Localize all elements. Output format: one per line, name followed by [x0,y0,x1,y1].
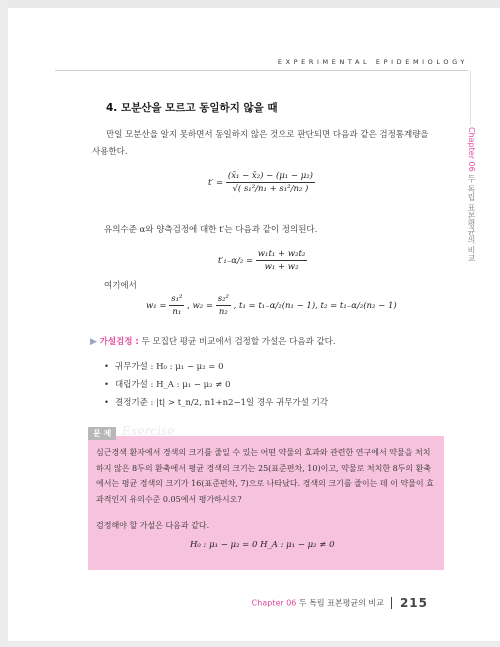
exercise-equation: H₀ : μ₁ − μ₂ = 0 H_A : μ₁ − μ₂ ≠ 0 [190,540,335,550]
equation-t-prime [208,170,315,195]
where-text: 여기에서 [104,281,137,291]
eq3-w1-num: s₁² [171,294,183,304]
eq3-w2-fraction [216,293,231,318]
hypothesis-label: 가설검정 : [99,337,139,347]
paragraph-intro: 만일 모분산을 알지 못하면서 동일하지 않은 것으로 판단되면 다음과 같은 검정통계량을 사용한다. [92,130,429,157]
eq3-w2-lhs: , w₂ = [187,301,214,311]
equation-weights [146,293,397,318]
eq3-rest: , t₁ = t₁₋α/₂(n₁ − 1), t₂ = t₁₋α/₂(n₂ − 1) [233,301,397,311]
eq2-denominator: w₁ + w₂ [264,262,299,272]
eq3-w2-num: s₂² [217,294,229,304]
eq3-w1-lhs: w₁ = [146,301,167,311]
eq1-fraction [226,170,315,195]
page-frame-top [0,0,500,8]
eq3-w2-den: n₂ [218,307,228,317]
paragraph-definition: 유의수준 α와 양측검정에 대한 t′는 다음과 같이 정의된다. [104,225,318,235]
eq1-numerator: (x̄₁ − x̄₂) − (μ₁ − μ₂) [227,171,313,181]
eq1-denominator: √( s₁²/n₁ + s₁²/n₂ ) [232,184,309,194]
eq3-w1-fraction [169,293,184,318]
footer-separator [391,597,392,609]
eq2-numerator: w₁t₁ + w₂t₂ [257,249,306,259]
exercise-label: 문 제 [88,427,116,440]
eq2-lhs: t′₁₋α/₂ = [218,256,254,266]
footer-chapter: Chapter 06 [251,598,297,608]
triangle-arrow-icon: ▶ [90,337,97,347]
header-rule [55,70,468,71]
hypothesis-text: 두 모집단 평균 비교에서 검정할 가설은 다음과 같다. [138,337,336,347]
eq1-lhs: t′ = [208,178,224,188]
eq2-fraction [256,248,308,273]
page-frame-bottom [0,641,500,647]
hypothesis-line [90,335,336,347]
exercise-watermark: Exercise [122,424,175,438]
hypothesis-bullet-list [104,358,328,412]
section-title: 4. 모분산을 모르고 동일하지 않을 때 [106,102,278,114]
page-number: 215 [399,596,428,610]
bullet-null-hypothesis: • 귀무가설 : H₀ : μ₁ − μ₂ = 0 [104,358,328,376]
exercise-text: 심근경색 환자에서 경색의 크기를 줄일 수 있는 어떤 약물의 효과와 관련한 연구에서 약물을 처치하지 않은 8두의 환축에서 평균 경색의 크기는 25(표준편차, 10)이고, 약물로 처치한 8두의 환축에서는 평균 경색의 크기가 16(표준편차, 7)으로 나타났다. 경색의 크기를 줄이는 데 이 약물이 효과적인지 유의수준 0.05에서 평가하시오? [96,448,434,504]
bullet-decision-rule: • 결정기준 : |t| > t_n/2, n1+n2−1일 경우 귀무가설 기각 [104,394,328,412]
eq3-w1-den: n₁ [172,307,182,317]
equation-t-critical [218,248,307,273]
side-tab-title: 두 독립 표본평균의 비교 [467,171,476,262]
footer-title: 두 독립 표본평균의 비교 [296,598,384,608]
side-tab-chapter: Chapter 06 [467,127,476,172]
page-footer [252,596,428,610]
page-frame-left [0,0,8,647]
bullet-alt-hypothesis: • 대립가설 : H_A : μ₁ − μ₂ ≠ 0 [104,376,328,394]
exercise-solve-text: 검정해야 할 가설은 다음과 같다. [96,521,210,530]
chapter-side-tab [466,125,477,264]
running-header: EXPERIMENTAL EPIDEMIOLOGY [277,58,468,66]
